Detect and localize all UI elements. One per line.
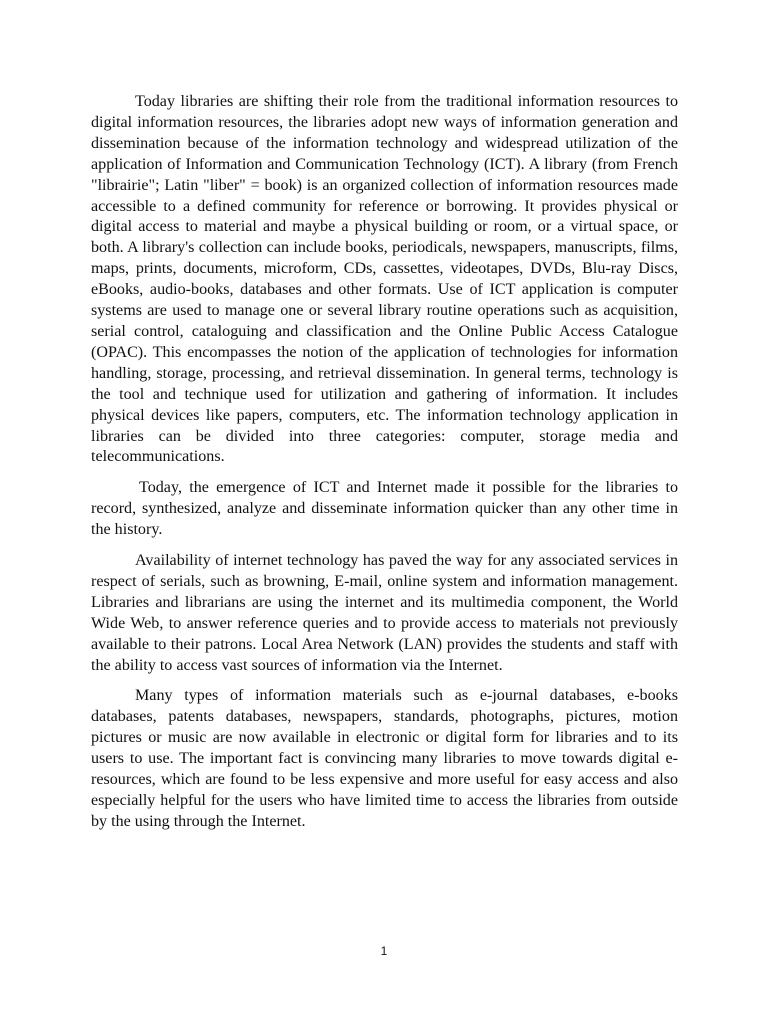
page-number: 1: [380, 944, 388, 958]
document-body: [91, 92, 678, 843]
paragraph: Today, the emergence of ICT and Internet made it possible for the libraries to record, synthesized, analyze and disseminate information quicker than any other time in the history.: [91, 479, 678, 539]
paragraph: Today libraries are shifting their role from the traditional information resources to digital information resources, the libraries adopt new ways of information generation and dissemination because of the information technology and widespread utilization of the application of Information and Communication Technology (ICT). A library (from French "librairie"; Latin "liber" = book) is an organized collection of information resources made accessible to a defined community for reference or borrowing. It provides physical or digital access to material and maybe a physical building or room, or a virtual space, or both. A library's collection can include books, periodicals, newspapers, manuscripts, films, maps, prints, documents, microform, CDs, cassettes, videotapes, DVDs, Blu-ray Discs, eBooks, audio-books, databases and other formats. Use of ICT application is computer systems are used to manage one or several library routine operations such as acquisition, serial control, cataloguing and classification and the Online Public Access Catalogue (OPAC). This encompasses the notion of the application of technologies for information handling, storage, processing, and retrieval dissemination. In general terms, technology is the tool and technique used for utilization and gathering of information. It includes physical devices like papers, computers, etc. The information technology application in libraries can be divided into three categories: computer, storage media and telecommunications.: [91, 93, 678, 466]
paragraph: Availability of internet technology has paved the way for any associated services in respect of serials, such as browning, E-mail, online system and information management. Libraries and librarians are using the internet and its multimedia component, the World Wide Web, to answer reference queries and to provide access to materials not previously available to their patrons. Local Area Network (LAN) provides the students and staff with the ability to access vast sources of information via the Internet.: [91, 552, 678, 674]
paragraph: Many types of information materials such as e-journal databases, e-books databases, patents databases, newspapers, standards, photographs, pictures, motion pictures or music are now available in electronic or digital form for libraries and to its users to use. The important fact is convincing many libraries to move towards digital e-resources, which are found to be less expensive and more useful for easy access and also especially helpful for the users who have limited time to access the libraries from outside by the using through the Internet.: [91, 687, 678, 830]
